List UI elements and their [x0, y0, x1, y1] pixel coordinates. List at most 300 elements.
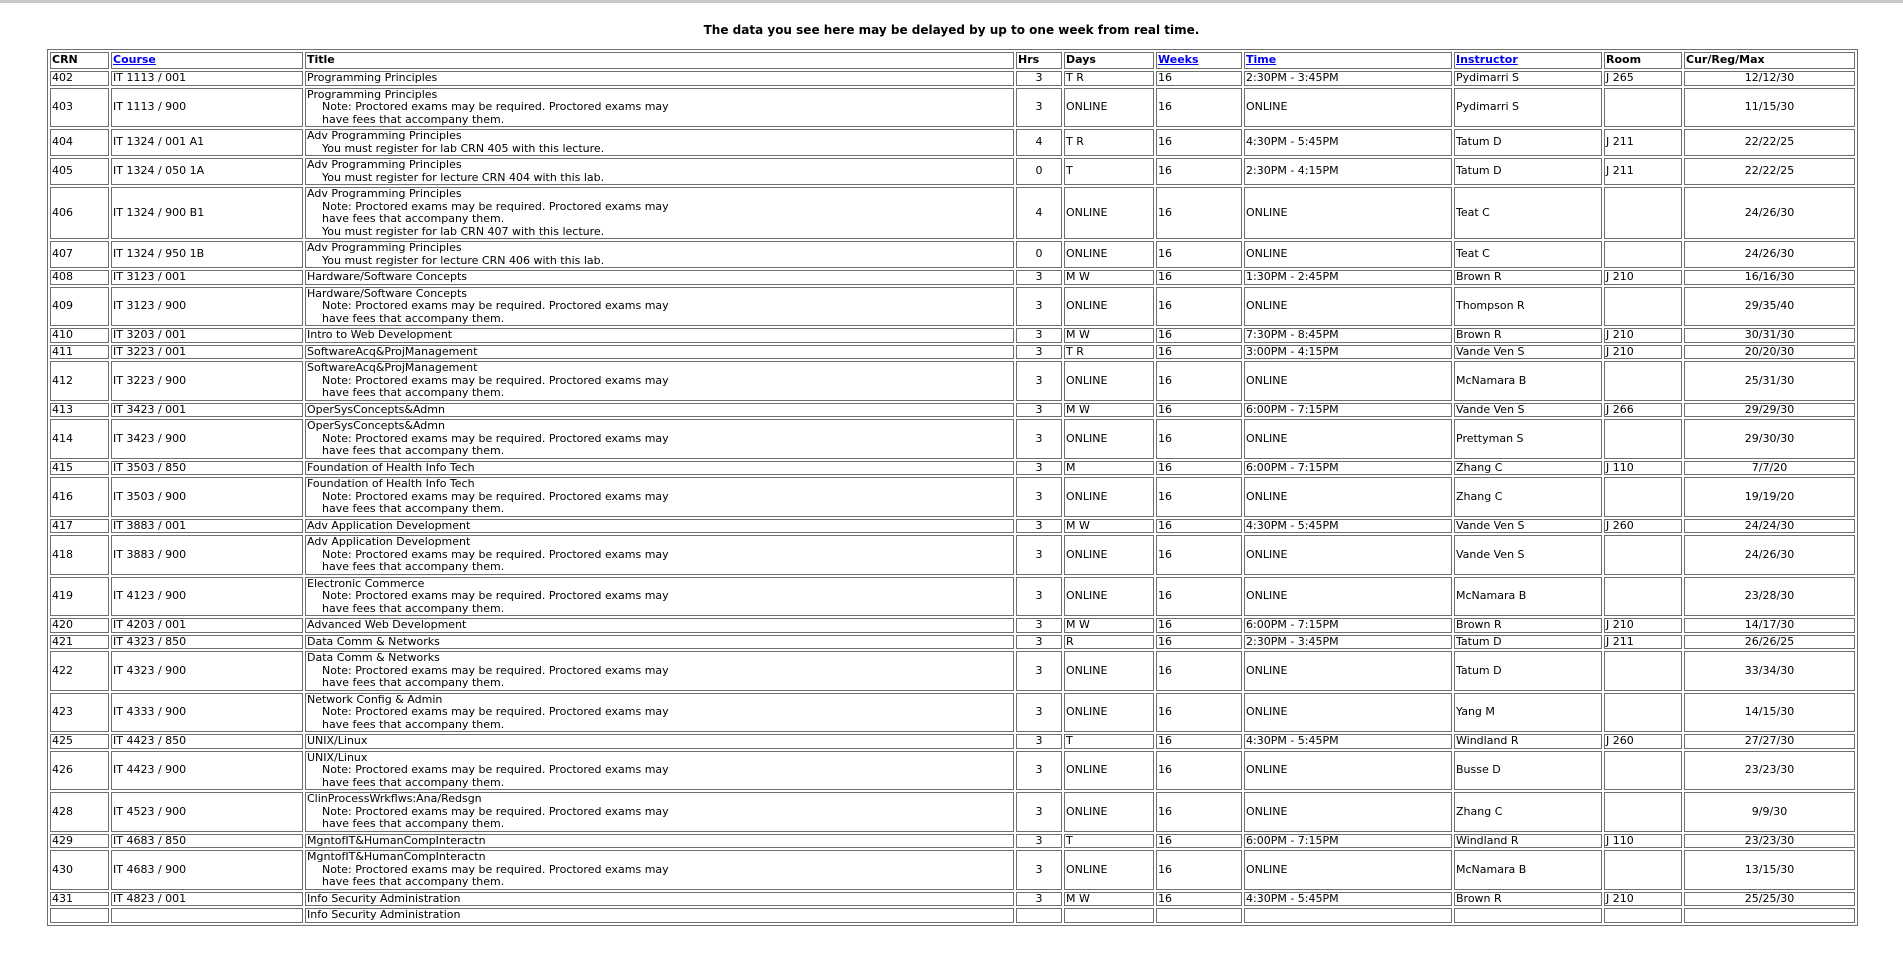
cell-title [305, 734, 1014, 749]
cell-weeks: 16 [1156, 892, 1242, 907]
course-note: have fees that accompany them. [322, 717, 505, 731]
cell-time: ONLINE [1244, 850, 1452, 890]
cell-time: 7:30PM - 8:45PM [1244, 328, 1452, 343]
cell-days: T [1064, 158, 1154, 185]
cell-course: IT 4323 / 900 [111, 651, 303, 691]
cell-time: 6:00PM - 7:15PM [1244, 403, 1452, 418]
cell-cur: 26/26/25 [1684, 635, 1855, 650]
cell-weeks: 16 [1156, 519, 1242, 534]
cell-cur: 27/27/30 [1684, 734, 1855, 749]
cell-room [1604, 908, 1682, 923]
cell-title [305, 792, 1014, 832]
course-note: Note: Proctored exams may be required. Proctored exams may [322, 705, 669, 718]
cell-crn: 421 [50, 635, 109, 650]
cell-crn: 419 [50, 577, 109, 617]
cell-title [305, 618, 1014, 633]
cell-weeks: 16 [1156, 158, 1242, 185]
table-row [50, 618, 1855, 633]
cell-title [305, 403, 1014, 418]
course-note: have fees that accompany them. [322, 817, 505, 830]
cell-course: IT 3223 / 001 [111, 345, 303, 360]
cell-hrs: 3 [1016, 328, 1062, 343]
course-note: You must register for lecture CRN 406 with this lab. [322, 253, 605, 267]
course-title: Electronic Commerce [307, 576, 425, 590]
cell-instructor: Tatum D [1454, 129, 1602, 156]
cell-instructor: Zhang C [1454, 461, 1602, 476]
cell-instructor: Tatum D [1454, 651, 1602, 691]
cell-hrs: 3 [1016, 792, 1062, 832]
cell-days: ONLINE [1064, 361, 1154, 401]
cell-room [1604, 287, 1682, 327]
cell-room [1604, 187, 1682, 239]
cell-weeks [1156, 908, 1242, 923]
cell-course: IT 3883 / 900 [111, 535, 303, 575]
cell-course: IT 3123 / 900 [111, 287, 303, 327]
cell-hrs: 3 [1016, 751, 1062, 791]
col-header-weeks [1156, 52, 1242, 69]
cell-room [1604, 751, 1682, 791]
table-row [50, 535, 1855, 575]
cell-weeks: 16 [1156, 270, 1242, 285]
table-row [50, 892, 1855, 907]
cell-time: ONLINE [1244, 419, 1452, 459]
cell-crn: 425 [50, 734, 109, 749]
cell-course: IT 4323 / 850 [111, 635, 303, 650]
cell-crn: 402 [50, 71, 109, 86]
cell-cur: 16/16/30 [1684, 270, 1855, 285]
cell-instructor: Prettyman S [1454, 419, 1602, 459]
cell-cur: 30/31/30 [1684, 328, 1855, 343]
cell-cur: 24/26/30 [1684, 241, 1855, 268]
cell-course: IT 4683 / 850 [111, 834, 303, 849]
course-title: Data Comm & Networks [307, 634, 440, 648]
course-title: MgntofIT&HumanCompInteractn [307, 850, 486, 863]
table-row [50, 477, 1855, 517]
cell-cur: 25/31/30 [1684, 361, 1855, 401]
cell-days: ONLINE [1064, 535, 1154, 575]
cell-hrs: 3 [1016, 477, 1062, 517]
course-title: Adv Application Development [307, 518, 471, 532]
cell-hrs: 4 [1016, 129, 1062, 156]
cell-weeks: 16 [1156, 129, 1242, 156]
cell-days: M W [1064, 328, 1154, 343]
cell-room: J 110 [1604, 461, 1682, 476]
cell-hrs: 3 [1016, 461, 1062, 476]
cell-weeks: 16 [1156, 403, 1242, 418]
cell-time: ONLINE [1244, 792, 1452, 832]
course-note: have fees that accompany them. [322, 560, 505, 573]
cell-days: ONLINE [1064, 477, 1154, 517]
cell-hrs: 3 [1016, 361, 1062, 401]
cell-weeks: 16 [1156, 577, 1242, 617]
cell-course: IT 1113 / 001 [111, 71, 303, 86]
delay-notice: The data you see here may be delayed by up to one week from real time. [703, 23, 1200, 37]
cell-title [305, 693, 1014, 733]
cell-weeks: 16 [1156, 88, 1242, 128]
course-title: UNIX/Linux [307, 734, 368, 747]
cell-cur: 12/12/30 [1684, 71, 1855, 86]
cell-room [1604, 792, 1682, 832]
cell-room [1604, 419, 1682, 459]
cell-weeks: 16 [1156, 693, 1242, 733]
cell-time: 2:30PM - 4:15PM [1244, 158, 1452, 185]
cell-title [305, 834, 1014, 849]
cell-weeks: 16 [1156, 618, 1242, 633]
cell-crn: 414 [50, 419, 109, 459]
table-row [50, 751, 1855, 791]
cell-title [305, 892, 1014, 907]
cell-room: J 211 [1604, 158, 1682, 185]
cell-cur: 14/15/30 [1684, 693, 1855, 733]
cell-time: 1:30PM - 2:45PM [1244, 270, 1452, 285]
cell-instructor: McNamara B [1454, 850, 1602, 890]
course-title: Foundation of Health Info Tech [307, 460, 475, 474]
cell-course: IT 3123 / 001 [111, 270, 303, 285]
table-row [50, 693, 1855, 733]
table-row [50, 328, 1855, 343]
table-row [50, 403, 1855, 418]
table-row [50, 834, 1855, 849]
cell-instructor: Busse D [1454, 751, 1602, 791]
cell-instructor: Vande Ven S [1454, 345, 1602, 360]
cell-title [305, 287, 1014, 327]
cell-hrs: 3 [1016, 519, 1062, 534]
table-row [50, 158, 1855, 185]
cell-days: M W [1064, 618, 1154, 633]
cell-instructor: Zhang C [1454, 477, 1602, 517]
table-row [50, 461, 1855, 476]
col-header-hrs: Hrs [1016, 52, 1062, 69]
table-row [50, 270, 1855, 285]
cell-title [305, 158, 1014, 185]
course-title: UNIX/Linux [307, 750, 368, 764]
cell-hrs: 3 [1016, 287, 1062, 327]
cell-room: J 210 [1604, 345, 1682, 360]
cell-crn: 411 [50, 345, 109, 360]
cell-days: M [1064, 461, 1154, 476]
cell-time: ONLINE [1244, 535, 1452, 575]
course-title: OperSysConcepts&Admn [307, 402, 445, 416]
cell-room [1604, 88, 1682, 128]
cell-days: ONLINE [1064, 88, 1154, 128]
cell-time: ONLINE [1244, 287, 1452, 327]
cell-weeks: 16 [1156, 419, 1242, 459]
cell-course: IT 1113 / 900 [111, 88, 303, 128]
cell-time: ONLINE [1244, 361, 1452, 401]
cell-crn: 417 [50, 519, 109, 534]
cell-cur: 23/28/30 [1684, 577, 1855, 617]
sort-link-time[interactable]: Time [1246, 53, 1277, 67]
cell-course: IT 3423 / 001 [111, 403, 303, 418]
cell-days: ONLINE [1064, 577, 1154, 617]
course-note: have fees that accompany them. [322, 502, 505, 515]
sort-link-instructor[interactable]: Instructor [1456, 53, 1518, 67]
cell-course: IT 4523 / 900 [111, 792, 303, 832]
course-title: Intro to Web Development [307, 328, 453, 341]
col-header-instructor [1454, 52, 1602, 69]
cell-course: IT 1324 / 050 1A [111, 158, 303, 185]
cell-time [1244, 908, 1452, 923]
cell-course: IT 3423 / 900 [111, 419, 303, 459]
cell-instructor: Pydimarri S [1454, 88, 1602, 128]
course-note: have fees that accompany them. [322, 775, 505, 789]
cell-title [305, 651, 1014, 691]
sort-link-weeks[interactable]: Weeks [1158, 53, 1199, 67]
course-title: Adv Programming Principles [307, 241, 462, 254]
cell-cur: 24/26/30 [1684, 187, 1855, 239]
course-title: Hardware/Software Concepts [307, 286, 468, 300]
course-note: Note: Proctored exams may be required. Proctored exams may [322, 763, 669, 776]
cell-weeks: 16 [1156, 461, 1242, 476]
table-row [50, 71, 1855, 86]
course-note: Note: Proctored exams may be required. Proctored exams may [322, 804, 669, 818]
cell-days: T R [1064, 129, 1154, 156]
cell-room [1604, 693, 1682, 733]
cell-crn [50, 908, 109, 923]
cell-hrs: 3 [1016, 892, 1062, 907]
cell-weeks: 16 [1156, 635, 1242, 650]
cell-time: ONLINE [1244, 241, 1452, 268]
cell-weeks: 16 [1156, 535, 1242, 575]
course-note: Note: Proctored exams may be required. Proctored exams may [322, 862, 669, 876]
cell-hrs: 3 [1016, 618, 1062, 633]
cell-title [305, 577, 1014, 617]
cell-instructor: Brown R [1454, 328, 1602, 343]
cell-title [305, 519, 1014, 534]
cell-course: IT 4333 / 900 [111, 693, 303, 733]
table-row [50, 651, 1855, 691]
cell-cur: 20/20/30 [1684, 345, 1855, 360]
cell-time: ONLINE [1244, 693, 1452, 733]
cell-instructor: Yang M [1454, 693, 1602, 733]
cell-title [305, 71, 1014, 86]
cell-title [305, 345, 1014, 360]
cell-weeks: 16 [1156, 328, 1242, 343]
cell-days: T R [1064, 71, 1154, 86]
cell-days: ONLINE [1064, 187, 1154, 239]
course-title: MgntofIT&HumanCompInteractn [307, 833, 486, 847]
course-note: have fees that accompany them. [322, 601, 505, 615]
cell-room: J 110 [1604, 834, 1682, 849]
sort-link-course[interactable]: Course [113, 53, 156, 67]
cell-title [305, 129, 1014, 156]
cell-room [1604, 651, 1682, 691]
schedule-table-wrap [47, 49, 1858, 926]
cell-weeks: 16 [1156, 187, 1242, 239]
cell-time: ONLINE [1244, 651, 1452, 691]
course-note: Note: Proctored exams may be required. Proctored exams may [322, 100, 669, 113]
course-title: Adv Programming Principles [307, 158, 462, 171]
top-rule [0, 0, 1903, 3]
cell-time: ONLINE [1244, 88, 1452, 128]
cell-weeks: 16 [1156, 287, 1242, 327]
course-note: You must register for lecture CRN 404 with this lab. [322, 170, 605, 184]
course-note: have fees that accompany them. [322, 386, 505, 399]
course-note: have fees that accompany them. [322, 212, 505, 225]
cell-crn: 415 [50, 461, 109, 476]
table-row [50, 519, 1855, 534]
cell-hrs: 3 [1016, 535, 1062, 575]
cell-instructor: Windland R [1454, 834, 1602, 849]
table-row [50, 345, 1855, 360]
cell-instructor: Windland R [1454, 734, 1602, 749]
cell-days: T [1064, 834, 1154, 849]
cell-room: J 266 [1604, 403, 1682, 418]
course-title: Hardware/Software Concepts [307, 270, 468, 283]
course-title: Advanced Web Development [307, 618, 467, 631]
cell-hrs: 3 [1016, 577, 1062, 617]
course-note: You must register for lab CRN 407 with this lecture. [322, 224, 605, 238]
cell-hrs: 0 [1016, 158, 1062, 185]
cell-course: IT 1324 / 001 A1 [111, 129, 303, 156]
course-title: SoftwareAcq&ProjManagement [307, 344, 478, 358]
cell-cur: 23/23/30 [1684, 751, 1855, 791]
course-title: Info Security Administration [307, 908, 461, 921]
cell-weeks: 16 [1156, 345, 1242, 360]
cell-title [305, 361, 1014, 401]
cell-instructor [1454, 908, 1602, 923]
cell-instructor: Vande Ven S [1454, 535, 1602, 575]
cell-hrs: 3 [1016, 635, 1062, 650]
table-row [50, 577, 1855, 617]
course-title: Data Comm & Networks [307, 651, 440, 664]
cell-days: ONLINE [1064, 693, 1154, 733]
cell-cur: 11/15/30 [1684, 88, 1855, 128]
cell-instructor: McNamara B [1454, 361, 1602, 401]
cell-days: T [1064, 734, 1154, 749]
cell-cur: 24/26/30 [1684, 535, 1855, 575]
course-note: have fees that accompany them. [322, 875, 505, 888]
course-title: Adv Programming Principles [307, 129, 462, 142]
cell-days: M W [1064, 519, 1154, 534]
course-note: have fees that accompany them. [322, 311, 505, 325]
cell-cur: 29/30/30 [1684, 419, 1855, 459]
col-header-title: Title [305, 52, 1014, 69]
cell-cur: 7/7/20 [1684, 461, 1855, 476]
col-header-cur-reg-max: Cur/Reg/Max [1684, 52, 1855, 69]
cell-title [305, 419, 1014, 459]
col-header-room: Room [1604, 52, 1682, 69]
table-row [50, 734, 1855, 749]
cell-hrs [1016, 908, 1062, 923]
course-title: Info Security Administration [307, 891, 461, 905]
cell-cur: 9/9/30 [1684, 792, 1855, 832]
cell-weeks: 16 [1156, 792, 1242, 832]
col-header-course [111, 52, 303, 69]
course-title: ClinProcessWrkflws:Ana/Redsgn [307, 792, 482, 805]
cell-title [305, 328, 1014, 343]
table-row [50, 361, 1855, 401]
cell-weeks: 16 [1156, 834, 1242, 849]
cell-room [1604, 477, 1682, 517]
course-title: Adv Programming Principles [307, 187, 462, 200]
cell-course: IT 4123 / 900 [111, 577, 303, 617]
course-note: Note: Proctored exams may be required. Proctored exams may [322, 431, 669, 445]
cell-room: J 265 [1604, 71, 1682, 86]
course-note: have fees that accompany them. [322, 444, 505, 457]
cell-days: M W [1064, 270, 1154, 285]
cell-instructor: Vande Ven S [1454, 519, 1602, 534]
cell-days: M W [1064, 403, 1154, 418]
cell-crn: 403 [50, 88, 109, 128]
cell-crn: 407 [50, 241, 109, 268]
cell-cur: 25/25/30 [1684, 892, 1855, 907]
course-title: Adv Application Development [307, 535, 471, 548]
course-note: Note: Proctored exams may be required. Proctored exams may [322, 299, 669, 312]
cell-room: J 260 [1604, 734, 1682, 749]
cell-room [1604, 850, 1682, 890]
cell-crn: 416 [50, 477, 109, 517]
col-header-crn: CRN [50, 52, 109, 69]
cell-hrs: 3 [1016, 419, 1062, 459]
cell-cur: 29/29/30 [1684, 403, 1855, 418]
cell-instructor: Brown R [1454, 892, 1602, 907]
cell-title [305, 241, 1014, 268]
cell-room: J 210 [1604, 892, 1682, 907]
course-title: Foundation of Health Info Tech [307, 477, 475, 490]
header-row [50, 52, 1855, 69]
cell-title [305, 477, 1014, 517]
course-note: Note: Proctored exams may be required. Proctored exams may [322, 663, 669, 677]
cell-cur: 23/23/30 [1684, 834, 1855, 849]
cell-crn: 426 [50, 751, 109, 791]
cell-course: IT 3223 / 900 [111, 361, 303, 401]
cell-course: IT 1324 / 900 B1 [111, 187, 303, 239]
cell-title [305, 635, 1014, 650]
cell-hrs: 0 [1016, 241, 1062, 268]
cell-crn: 430 [50, 850, 109, 890]
cell-time: 6:00PM - 7:15PM [1244, 461, 1452, 476]
cell-course: IT 4423 / 900 [111, 751, 303, 791]
cell-title [305, 850, 1014, 890]
cell-crn: 418 [50, 535, 109, 575]
cell-days: ONLINE [1064, 287, 1154, 327]
cell-crn: 410 [50, 328, 109, 343]
cell-instructor: Brown R [1454, 618, 1602, 633]
cell-weeks: 16 [1156, 477, 1242, 517]
cell-time: ONLINE [1244, 751, 1452, 791]
col-header-days: Days [1064, 52, 1154, 69]
cell-crn: 420 [50, 618, 109, 633]
cell-course: IT 4423 / 850 [111, 734, 303, 749]
cell-cur: 24/24/30 [1684, 519, 1855, 534]
cell-room [1604, 361, 1682, 401]
course-note: Note: Proctored exams may be required. Proctored exams may [322, 489, 669, 503]
cell-weeks: 16 [1156, 651, 1242, 691]
cell-course: IT 3883 / 001 [111, 519, 303, 534]
cell-instructor: Tatum D [1454, 158, 1602, 185]
cell-days: ONLINE [1064, 419, 1154, 459]
cell-time: 3:00PM - 4:15PM [1244, 345, 1452, 360]
cell-time: 6:00PM - 7:15PM [1244, 618, 1452, 633]
cell-crn: 408 [50, 270, 109, 285]
cell-days: ONLINE [1064, 792, 1154, 832]
cell-room: J 210 [1604, 618, 1682, 633]
cell-time: 6:00PM - 7:15PM [1244, 834, 1452, 849]
cell-course: IT 4823 / 001 [111, 892, 303, 907]
cell-time: 4:30PM - 5:45PM [1244, 519, 1452, 534]
cell-cur: 33/34/30 [1684, 651, 1855, 691]
cell-cur: 14/17/30 [1684, 618, 1855, 633]
cell-crn: 422 [50, 651, 109, 691]
cell-course: IT 3503 / 850 [111, 461, 303, 476]
cell-instructor: Teat C [1454, 241, 1602, 268]
cell-weeks: 16 [1156, 241, 1242, 268]
cell-room [1604, 577, 1682, 617]
cell-room: J 211 [1604, 635, 1682, 650]
course-note: Note: Proctored exams may be required. Proctored exams may [322, 589, 669, 602]
cell-cur: 13/15/30 [1684, 850, 1855, 890]
